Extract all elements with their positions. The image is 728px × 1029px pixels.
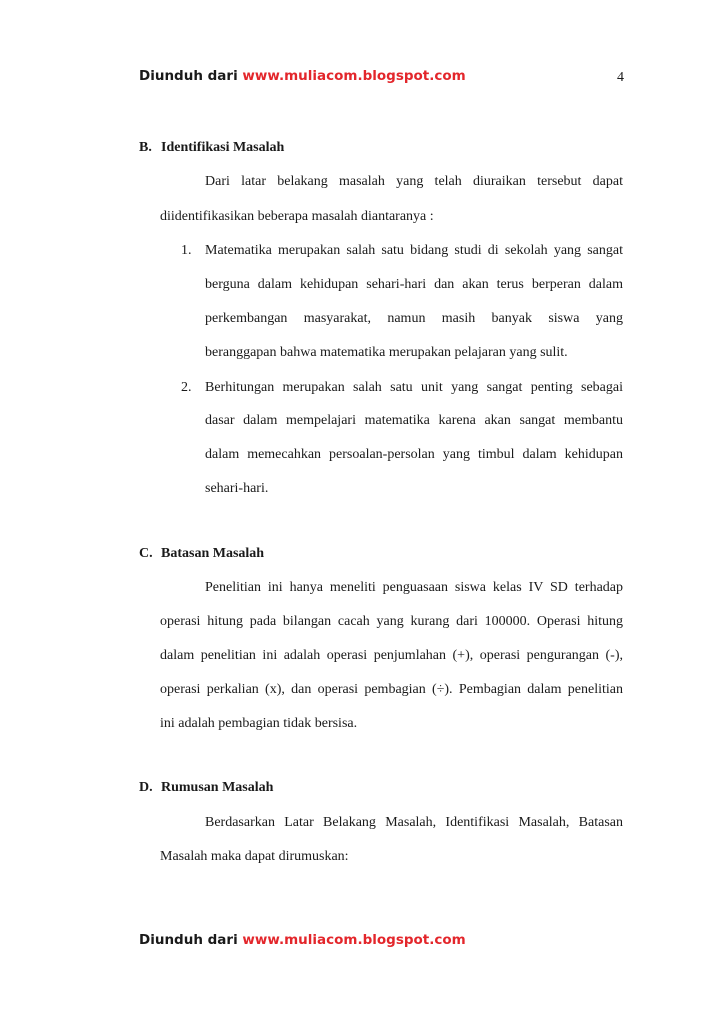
list-item-line: dasar dalam mempelajari matematika karena akan sangat membantu (205, 413, 623, 428)
paragraph-line: dalam penelitian ini adalah operasi penjumlahan (+), operasi pengurangan (-), (160, 648, 623, 663)
download-source-footer (139, 932, 466, 948)
section-letter: B. (139, 140, 152, 155)
paragraph-line: operasi hitung pada bilangan cacah yang kurang dari 100000. Operasi hitung (160, 614, 623, 629)
header-prefix: Diunduh dari (139, 68, 238, 84)
paragraph-line: operasi perkalian (x), dan operasi pembagian (÷). Pembagian dalam penelitian (160, 682, 623, 697)
section-title: Rumusan Masalah (161, 780, 274, 795)
list-item-number: 2. (181, 380, 192, 395)
list-item-number: 1. (181, 243, 192, 258)
footer-prefix: Diunduh dari (139, 932, 238, 948)
paragraph-line: Berdasarkan Latar Belakang Masalah, Identifikasi Masalah, Batasan (205, 815, 623, 830)
list-item-line: Berhitungan merupakan salah satu unit yang sangat penting sebagai (205, 380, 623, 395)
download-source-header (139, 68, 466, 84)
section-heading-c (139, 546, 264, 562)
paragraph-line: Penelitian ini hanya meneliti penguasaan siswa kelas IV SD terhadap (205, 580, 623, 595)
list-item-line: sehari-hari. (205, 481, 269, 496)
list-item-line: dalam memecahkan persoalan-persolan yang timbul dalam kehidupan (205, 447, 623, 462)
page-number: 4 (617, 70, 624, 85)
list-item-line: beranggapan bahwa matematika merupakan pelajaran yang sulit. (205, 345, 568, 360)
section-letter: D. (139, 780, 153, 795)
paragraph-line: Masalah maka dapat dirumuskan: (160, 849, 349, 864)
paragraph-line: diidentifikasikan beberapa masalah diantaranya : (160, 209, 434, 224)
list-item-line: perkembangan masyarakat, namun masih banyak siswa yang (205, 311, 623, 326)
section-title: Batasan Masalah (161, 546, 265, 561)
footer-url-link[interactable]: www.muliacom.blogspot.com (242, 932, 466, 948)
section-heading-b (139, 140, 284, 156)
list-item-line: berguna dalam kehidupan sehari-hari dan akan terus berperan dalam (205, 277, 623, 292)
header-url-link[interactable]: www.muliacom.blogspot.com (242, 68, 466, 84)
paragraph-line: Dari latar belakang masalah yang telah diuraikan tersebut dapat (205, 174, 623, 189)
section-letter: C. (139, 546, 153, 561)
paragraph-line: ini adalah pembagian tidak bersisa. (160, 716, 358, 731)
section-title: Identifikasi Masalah (161, 140, 285, 155)
list-item-line: Matematika merupakan salah satu bidang studi di sekolah yang sangat (205, 243, 623, 258)
section-heading-d (139, 780, 273, 796)
